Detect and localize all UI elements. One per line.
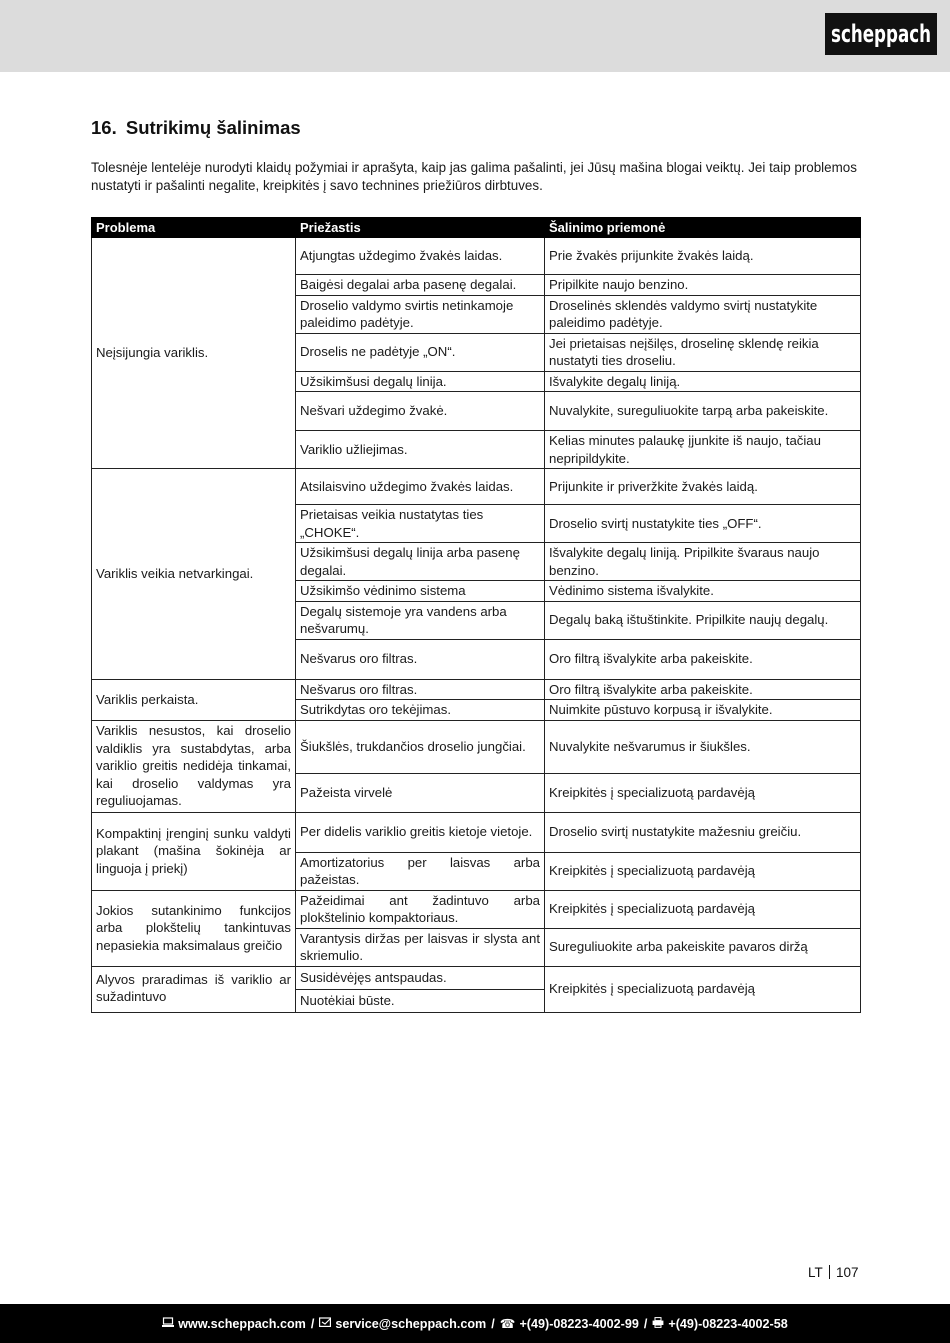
troubleshooting-table — [91, 217, 861, 1013]
table-header-row — [92, 218, 861, 238]
problem-cell: Variklis perkaista. — [92, 679, 296, 720]
scheppach-logo — [825, 13, 937, 55]
cause-cell: Šiukšlės, trukdančios droselio jungčiai. — [296, 720, 545, 773]
problem-cell: Neįsijungia variklis. — [92, 238, 296, 469]
cause-cell: Pažeista virvelė — [296, 773, 545, 812]
section-number: 16. — [91, 117, 117, 138]
cause-cell: Prietaisas veikia nustatytas ties „CHOKE“. — [296, 505, 545, 543]
cause-cell: Baigėsi degalai arba pasenę degalai. — [296, 275, 545, 296]
cause-cell: Nešvari uždegimo žvakė. — [296, 392, 545, 431]
section-title: Sutrikimų šalinimas — [125, 117, 301, 138]
remedy-cell: Nuimkite pūstuvo korpusą ir išvalykite. — [545, 700, 861, 721]
header-cause: Priežastis — [296, 218, 545, 238]
website-link[interactable]: www.scheppach.com — [178, 1316, 306, 1331]
remedy-cell: Oro filtrą išvalykite arba pakeiskite. — [545, 639, 861, 679]
remedy-cell: Kreipkitės į specializuotą pardavėją — [545, 890, 861, 928]
remedy-cell: Nuvalykite, sureguliuokite tarpą arba pakeiskite. — [545, 392, 861, 431]
table-row — [92, 679, 861, 700]
problem-cell: Kompaktinį įrenginį sunku valdyti plakant (mašina šokinėja ar linguoja į priekį) — [92, 812, 296, 890]
footer-bar — [0, 1304, 950, 1343]
remedy-cell: Vėdinimo sistema išvalykite. — [545, 581, 861, 602]
header-problem: Problema — [92, 218, 296, 238]
footer-separator: / — [491, 1316, 495, 1331]
cause-cell: Užsikimšusi degalų linija. — [296, 371, 545, 392]
fax-number: +(49)-08223-4002-58 — [668, 1316, 788, 1331]
top-bar — [0, 0, 950, 72]
remedy-cell: Išvalykite degalų liniją. Pripilkite švaraus naujo benzino. — [545, 543, 861, 581]
cause-cell: Susidėvėjęs antspaudas. — [296, 966, 545, 989]
cause-cell: Atsilaisvino uždegimo žvakės laidas. — [296, 469, 545, 505]
cause-cell: Degalų sistemoje yra vandens arba nešvarumų. — [296, 601, 545, 639]
footer-separator: / — [310, 1316, 315, 1331]
remedy-cell: Pripilkite naujo benzino. — [545, 275, 861, 296]
problem-cell: Jokios sutankinimo funkcijos arba plokštelių tankintuvas nepasiekia maksimalaus greičio — [92, 890, 296, 966]
table-row — [92, 238, 861, 275]
table-row — [92, 890, 861, 928]
email-icon — [319, 1317, 331, 1331]
cause-cell: Per didelis variklio greitis kietoje vietoje. — [296, 812, 545, 852]
problem-cell: Variklis nesustos, kai droselio valdiklis yra sustabdytas, arba variklio greitis nedidėja tinkamai, kai droselio valdymas yra reguliuojamas. — [92, 720, 296, 812]
table-row — [92, 469, 861, 505]
remedy-cell: Droselinės sklendės valdymo svirtį nustatykite paleidimo padėtyje. — [545, 295, 861, 333]
fax-icon — [652, 1317, 664, 1331]
cause-cell: Užsikimšo vėdinimo sistema — [296, 581, 545, 602]
cause-cell: Nešvarus oro filtras. — [296, 679, 545, 700]
remedy-cell: Droselio svirtį nustatykite mažesniu greičiu. — [545, 812, 861, 852]
remedy-cell: Nuvalykite nešvarumus ir šiukšles. — [545, 720, 861, 773]
cause-cell: Varantysis diržas per laisvas ir slysta ant skriemulio. — [296, 928, 545, 966]
phone-number: +(49)-08223-4002-99 — [519, 1316, 639, 1331]
table-row — [92, 812, 861, 852]
remedy-cell: Kelias minutes palaukę įjunkite iš naujo, tačiau nepripildykite. — [545, 431, 861, 469]
remedy-cell: Prijunkite ir priveržkite žvakės laidą. — [545, 469, 861, 505]
computer-icon — [162, 1317, 174, 1331]
remedy-cell: Kreipkitės į specializuotą pardavėją — [545, 852, 861, 890]
cause-cell: Amortizatorius per laisvas arba pažeistas. — [296, 852, 545, 890]
remedy-cell: Kreipkitės į specializuotą pardavėją — [545, 773, 861, 812]
problem-cell: Variklis veikia netvarkingai. — [92, 469, 296, 680]
page-number-value: 107 — [835, 1265, 859, 1280]
cause-cell: Užsikimšusi degalų linija arba pasenę degalai. — [296, 543, 545, 581]
table-row — [92, 966, 861, 989]
logo-text: scheppach — [831, 20, 931, 48]
cause-cell: Sutrikdytas oro tekėjimas. — [296, 700, 545, 721]
phone-icon: ☎ — [499, 1317, 516, 1331]
problem-cell: Alyvos praradimas iš variklio ar sužadintuvo — [92, 966, 296, 1012]
table-row — [92, 720, 861, 773]
cause-cell: Nešvarus oro filtras. — [296, 639, 545, 679]
cause-cell: Pažeidimai ant žadintuvo arba plokštelinio kompaktoriaus. — [296, 890, 545, 928]
cause-cell: Variklio užliejimas. — [296, 431, 545, 469]
email-link[interactable]: service@scheppach.com — [335, 1316, 487, 1331]
remedy-cell: Jei prietaisas neįšilęs, droselinę sklendę reikia nustatyti ties droseliu. — [545, 333, 861, 371]
section-heading — [91, 117, 301, 139]
cause-cell: Droselis ne padėtyje „ON“. — [296, 333, 545, 371]
remedy-cell: Oro filtrą išvalykite arba pakeiskite. — [545, 679, 861, 700]
intro-paragraph: Tolesnėje lentelėje nurodyti klaidų požymiai ir aprašyta, kaip jas galima pašalinti, jei Jūsų mašina blogai veiktų. Jei taip problemos nustatyti ir pašalinti negalite, kreipkitės į savo technines priežiūros dirbtuves. — [91, 160, 857, 193]
header-remedy: Šalinimo priemonė — [545, 218, 861, 238]
cause-cell: Droselio valdymo svirtis netinkamoje paleidimo padėtyje. — [296, 295, 545, 333]
cause-cell: Nuotėkiai būste. — [296, 989, 545, 1012]
page-language: LT — [808, 1265, 823, 1280]
footer-separator: / — [643, 1316, 648, 1331]
remedy-cell: Droselio svirtį nustatykite ties „OFF“. — [545, 505, 861, 543]
cause-cell: Atjungtas uždegimo žvakės laidas. — [296, 238, 545, 275]
page-number — [808, 1265, 858, 1280]
page-divider — [829, 1265, 830, 1279]
remedy-cell: Sureguliuokite arba pakeiskite pavaros diržą — [545, 928, 861, 966]
remedy-cell: Kreipkitės į specializuotą pardavėją — [545, 966, 861, 1012]
remedy-cell: Išvalykite degalų liniją. — [545, 371, 861, 392]
remedy-cell: Degalų baką ištuštinkite. Pripilkite naujų degalų. — [545, 601, 861, 639]
remedy-cell: Prie žvakės prijunkite žvakės laidą. — [545, 238, 861, 275]
